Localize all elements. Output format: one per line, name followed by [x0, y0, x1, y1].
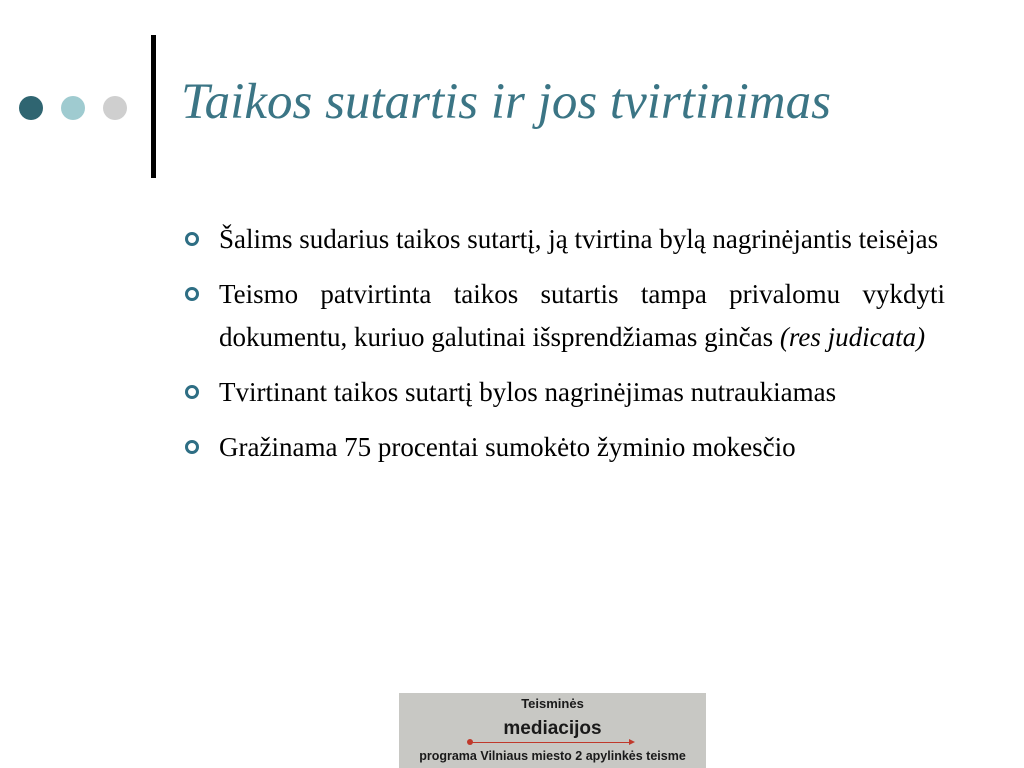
- bullet-text-content: Gražinama 75 procentai sumokėto žyminio mokesčio: [219, 432, 796, 462]
- bullet-text-content: Šalims sudarius taikos sutartį, ją tvirtina bylą nagrinėjantis teisėjas: [219, 224, 939, 254]
- bullet-item: [183, 371, 945, 414]
- logo-accent-line: [471, 742, 631, 743]
- bullet-italic-term: (res judicata): [779, 322, 926, 352]
- bullet-item: [183, 273, 945, 359]
- bullet-circle-icon: [185, 287, 199, 301]
- bullet-text-content: Tvirtinant taikos sutartį bylos nagrinėjimas nutraukiamas: [219, 377, 837, 407]
- decor-dot-medium: [61, 96, 85, 120]
- bullet-text: [219, 426, 945, 469]
- bullet-item: [183, 426, 945, 469]
- decor-dot-light: [103, 96, 127, 120]
- bullet-circle-icon: [185, 440, 199, 454]
- logo-line-1: Teisminės: [521, 696, 584, 711]
- bullet-list: [183, 218, 945, 481]
- decor-dot-dark: [19, 96, 43, 120]
- bullet-item: [183, 218, 945, 261]
- slide-title: Taikos sutartis ir jos tvirtinimas: [181, 74, 831, 130]
- logo-line-3: programa Vilniaus miesto 2 apylinkės teisme: [419, 749, 686, 763]
- bullet-text: [219, 371, 945, 414]
- bullet-circle-icon: [185, 232, 199, 246]
- title-divider: [151, 35, 156, 178]
- bullet-text-content: Teismo patvirtinta taikos sutartis tampa privalomu vykdyti dokumentu, kuriuo galutinai išsprendžiamas ginčas: [219, 279, 945, 352]
- mediation-program-logo: [399, 693, 706, 768]
- logo-line-2: mediacijos: [503, 718, 602, 739]
- logo-arrow-icon: [629, 739, 635, 745]
- bullet-circle-icon: [185, 385, 199, 399]
- bullet-text: [219, 273, 945, 359]
- bullet-text: [219, 218, 945, 261]
